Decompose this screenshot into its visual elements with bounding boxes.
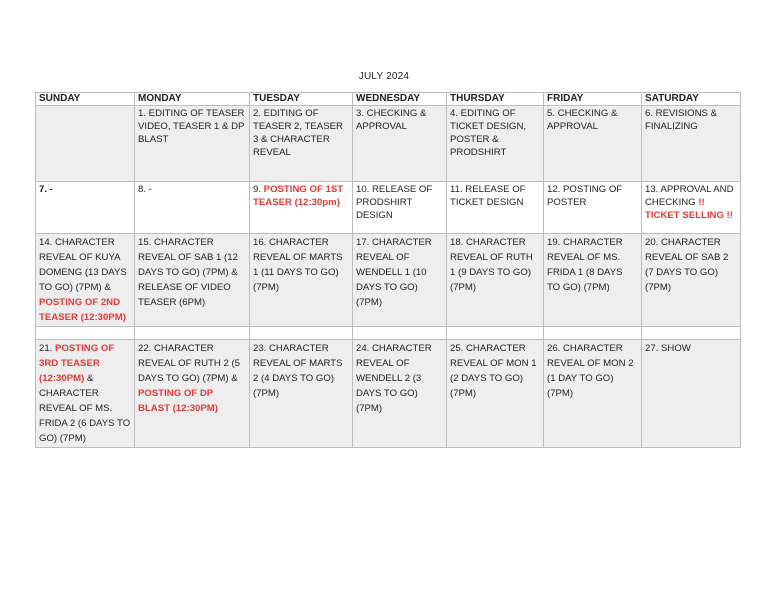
week-row: [36, 340, 741, 448]
event-text: 16. CHARACTER REVEAL OF MARTS 1 (11 DAYS TO GO) (7PM): [253, 237, 343, 293]
event-text: 21.: [39, 343, 56, 354]
day-cell-sunday: [36, 234, 135, 327]
event-text: 18. CHARACTER REVEAL OF RUTH 1 (9 DAYS TO GO) (7PM): [450, 237, 533, 293]
header-saturday: SATURDAY: [642, 93, 741, 106]
event-text: 10. RELEASE OF PRODSHIRT DESIGN: [356, 184, 433, 221]
highlighted-event-text: POSTING OF DP BLAST (12:30PM): [138, 388, 218, 414]
day-cell-wednesday: [353, 106, 447, 182]
day-cell-tuesday: [250, 106, 353, 182]
event-text: 22. CHARACTER REVEAL OF RUTH 2 (5 DAYS TO GO) (7PM) &: [138, 343, 240, 384]
event-text: 5. CHECKING & APPROVAL: [547, 108, 618, 132]
calendar-table: [35, 92, 741, 448]
event-text: 20. CHARACTER REVEAL OF SAB 2 (7 DAYS TO GO) (7PM): [645, 237, 729, 293]
event-text: 1. EDITING OF TEASER VIDEO, TEASER 1 & DP BLAST: [138, 108, 245, 145]
day-cell-wednesday: [353, 327, 447, 340]
day-cell-friday: [544, 182, 642, 234]
event-text: 7. -: [39, 184, 53, 195]
highlighted-event-text: POSTING OF 1ST TEASER (12:30pm): [253, 184, 344, 208]
week-row: [36, 234, 741, 327]
event-text: 4. EDITING OF TICKET DESIGN, POSTER & PRODSHIRT: [450, 108, 527, 158]
day-cell-friday: [544, 234, 642, 327]
event-text: 27. SHOW: [645, 343, 691, 354]
day-cell-tuesday: [250, 182, 353, 234]
event-text: 23. CHARACTER REVEAL OF MARTS 2 (4 DAYS TO GO) (7PM): [253, 343, 343, 399]
day-cell-saturday: [642, 327, 741, 340]
day-cell-sunday: [36, 182, 135, 234]
day-cell-saturday: [642, 340, 741, 448]
day-cell-wednesday: [353, 234, 447, 327]
day-cell-thursday: [447, 234, 544, 327]
event-text: 19. CHARACTER REVEAL OF MS. FRIDA 1 (8 DAYS TO GO) (7PM): [547, 237, 623, 293]
day-cell-tuesday: [250, 234, 353, 327]
day-cell-saturday: [642, 106, 741, 182]
highlighted-event-text: POSTING OF 2ND TEASER (12:30PM): [39, 297, 126, 323]
event-text: 12. POSTING OF POSTER: [547, 184, 623, 208]
highlighted-event-text: !! TICKET SELLING !!: [645, 197, 733, 221]
header-friday: FRIDAY: [544, 93, 642, 106]
event-text: 24. CHARACTER REVEAL OF WENDELL 2 (3 DAYS TO GO) (7PM): [356, 343, 432, 414]
day-cell-thursday: [447, 106, 544, 182]
calendar-title: JULY 2024: [358, 71, 410, 82]
day-cell-friday: [544, 340, 642, 448]
day-cell-monday: [135, 234, 250, 327]
day-cell-thursday: [447, 182, 544, 234]
day-cell-monday: [135, 182, 250, 234]
highlighted-event-text: POSTING OF 3RD TEASER (12:30PM): [39, 343, 115, 384]
event-text: & CHARACTER REVEAL OF MS. FRIDA 2 (6 DAYS TO GO) (7PM): [39, 373, 131, 444]
day-cell-saturday: [642, 182, 741, 234]
day-cell-sunday: [36, 340, 135, 448]
day-cell-wednesday: [353, 340, 447, 448]
day-cell-tuesday: [250, 340, 353, 448]
week-row: [36, 106, 741, 182]
day-cell-tuesday: [250, 327, 353, 340]
header-tuesday: TUESDAY: [250, 93, 353, 106]
day-cell-monday: [135, 106, 250, 182]
week-row: [36, 327, 741, 340]
day-cell-friday: [544, 327, 642, 340]
day-cell-thursday: [447, 340, 544, 448]
header-thursday: THURSDAY: [447, 93, 544, 106]
event-text: 8. -: [138, 184, 152, 195]
header-wednesday: WEDNESDAY: [353, 93, 447, 106]
event-text: 13. APPROVAL AND CHECKING: [645, 184, 734, 208]
event-text: 11. RELEASE OF TICKET DESIGN: [450, 184, 526, 208]
event-text: 17. CHARACTER REVEAL OF WENDELL 1 (10 DAYS TO GO) (7PM): [356, 237, 432, 308]
event-text: 3. CHECKING & APPROVAL: [356, 108, 427, 132]
event-text: 2. EDITING OF TEASER 2, TEASER 3 & CHARACTER REVEAL: [253, 108, 343, 158]
day-cell-monday: [135, 340, 250, 448]
event-text: 25. CHARACTER REVEAL OF MON 1 (2 DAYS TO GO) (7PM): [450, 343, 537, 399]
header-monday: MONDAY: [135, 93, 250, 106]
day-cell-monday: [135, 327, 250, 340]
event-text: 9.: [253, 184, 264, 195]
day-cell-sunday: [36, 106, 135, 182]
day-cell-thursday: [447, 327, 544, 340]
event-text: 15. CHARACTER REVEAL OF SAB 1 (12 DAYS TO GO) (7PM) & RELEASE OF VIDEO TEASER (6PM): [138, 237, 238, 308]
day-cell-sunday: [36, 327, 135, 340]
week-row: [36, 182, 741, 234]
event-text: 6. REVISIONS & FINALIZING: [645, 108, 717, 132]
event-text: 26. CHARACTER REVEAL OF MON 2 (1 DAY TO GO) (7PM): [547, 343, 634, 399]
event-text: 14. CHARACTER REVEAL OF KUYA DOMENG (13 DAYS TO GO) (7PM) &: [39, 237, 127, 293]
weekday-header-row: [36, 93, 741, 106]
day-cell-friday: [544, 106, 642, 182]
day-cell-wednesday: [353, 182, 447, 234]
day-cell-saturday: [642, 234, 741, 327]
header-sunday: SUNDAY: [36, 93, 135, 106]
